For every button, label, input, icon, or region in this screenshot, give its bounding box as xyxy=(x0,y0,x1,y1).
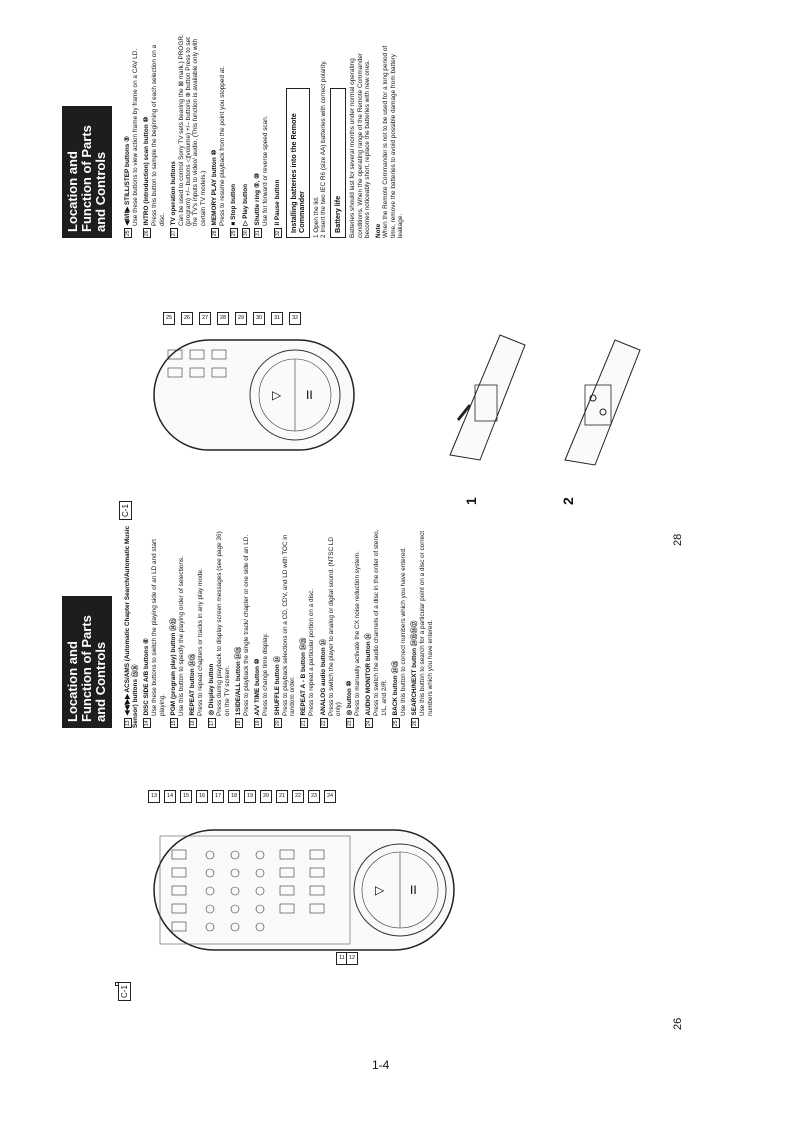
left-section-title: Location and Function of Parts and Controls xyxy=(62,596,112,728)
item-number: 30 xyxy=(243,230,250,236)
svg-text:II: II xyxy=(410,883,417,897)
callout-number: 32 xyxy=(289,312,301,325)
right-badge: C-1 xyxy=(119,501,132,520)
item-description: Press to switch the audio channels of a disc in the order of stereo, 1/L, and 2/R. xyxy=(373,529,388,716)
callout-number: 18 xyxy=(228,790,240,803)
svg-text:▷: ▷ xyxy=(375,883,385,897)
item-heading: ◎ Display button xyxy=(208,663,216,716)
item-heading: A/V TIME button ⑩ xyxy=(254,658,262,716)
callout-number: 26 xyxy=(181,312,193,325)
batteries-title: Installing batteries into the Remote Commander xyxy=(286,88,310,238)
item-heading: REPEAT A - B button ⑭⑮ xyxy=(300,637,308,716)
callout-number: 19 xyxy=(244,790,256,803)
item-number: 18 xyxy=(236,720,243,726)
step-label-2: 2 xyxy=(560,497,576,505)
left-badge: C-1 xyxy=(118,982,131,1001)
item-heading: II Pause button xyxy=(273,179,281,226)
item-number: 25 xyxy=(393,720,400,726)
note-text: When the Remote Commander is not to be used for a long period of time, remove the batteries to avoid possible damage from battery leakage. xyxy=(382,45,405,238)
item-heading: AUDIO MONITOR button ⑭ xyxy=(365,633,373,716)
item-number: 13 xyxy=(125,720,131,726)
callout-number: 20 xyxy=(260,790,272,803)
item-number: 16 xyxy=(190,720,197,726)
parts-list-item xyxy=(392,523,407,728)
parts-list-item xyxy=(170,523,185,728)
item-description: Press to playback selections on a CD, CDV, and LD with TOC in random order. xyxy=(281,534,296,716)
item-number: 22 xyxy=(320,720,327,726)
right-page-number: 28 xyxy=(672,533,684,546)
item-number: 17 xyxy=(209,720,216,726)
parts-list-item xyxy=(235,523,250,728)
parts-list-item xyxy=(346,523,361,728)
item-number: 19 xyxy=(255,720,262,726)
right-page-text xyxy=(62,33,404,238)
callout-number: 17 xyxy=(212,790,224,803)
note-title: Note xyxy=(375,223,383,238)
parts-list-item xyxy=(143,523,166,728)
step-2-text: 2 Insert the two IEC R6 (size AA) batteries with correct polarity. xyxy=(319,60,327,238)
callout-number: 25 xyxy=(163,312,175,325)
svg-text:▷: ▷ xyxy=(272,388,282,402)
item-number: 31 xyxy=(255,230,262,236)
item-description: Can be used to control Sony TV sets bearing the ⊠ mark.) PROGR. (program) +/– buttons ◁(volume) +/– buttons ⊕ button Press to set the TV's inputs to video/ audio. (This function is available only with certain TV models.) xyxy=(177,34,207,226)
parts-list-item xyxy=(242,33,250,238)
parts-list-item xyxy=(230,33,238,238)
parts-list-item xyxy=(124,33,139,238)
item-heading: BACK button ⑭⑮ xyxy=(392,660,400,716)
left-remote-illustration xyxy=(150,810,470,960)
item-number: 24 xyxy=(366,720,373,726)
item-number: 26 xyxy=(412,720,419,726)
battery-step-1-illustration xyxy=(440,325,530,465)
item-heading: SHUFFLE button ⑭ xyxy=(273,656,281,716)
callout-number: 14 xyxy=(164,790,176,803)
callout-number: 31 xyxy=(271,312,283,325)
parts-list-item xyxy=(300,523,315,728)
item-heading: 1SIDE/ALL button ⑭⑮ xyxy=(235,646,243,716)
callout-number: 28 xyxy=(217,312,229,325)
callout-number: 16 xyxy=(196,790,208,803)
left-page-number: 26 xyxy=(672,1017,684,1030)
item-number: 32 xyxy=(274,230,281,236)
item-description: Use for forward or reverse speed scan. xyxy=(262,115,270,226)
callout-number: 13 xyxy=(148,790,160,803)
parts-list-item xyxy=(211,33,226,238)
item-description: Press to playback the single track/ chapter or one side of an LD. xyxy=(243,534,251,716)
item-number: 21 xyxy=(301,720,308,726)
item-description: Press to repeat a particular portion on a disc. xyxy=(308,588,316,716)
battery-life-title: Battery life xyxy=(330,88,346,238)
item-heading: ■ Stop button xyxy=(230,183,238,226)
battery-step-2-illustration xyxy=(555,330,645,470)
callout-number: 23 xyxy=(308,790,320,803)
item-description: Press to change time display. xyxy=(262,633,270,716)
callout-number: 30 xyxy=(253,312,265,325)
item-heading: SEARCH/NEXT button ⑭⑮⑯⑰ xyxy=(411,620,419,716)
item-description: Use these buttons to switch the playing side of an LD and start playing. xyxy=(151,539,166,716)
item-heading: Shuttle ring ⑤, ⑩ xyxy=(254,173,262,226)
callout-number: 29 xyxy=(235,312,247,325)
parts-list-item xyxy=(274,523,297,728)
item-number: 26 xyxy=(144,230,151,236)
item-heading: ◀◀/▶▶ ACS/AMS (Automatic Chapter Search/Automatic Music Sensor) buttons ⑮⑯ xyxy=(124,525,139,728)
item-description: Use this button to correct numbers which you have entered. xyxy=(400,547,408,716)
callout-number: 21 xyxy=(276,790,288,803)
item-heading: REPEAT button ⑭⑮ xyxy=(189,653,197,716)
item-description: Press to resume playback from the point you stopped at. xyxy=(219,66,227,226)
item-number: 23 xyxy=(347,720,354,726)
item-heading: TV operation buttons xyxy=(169,161,177,226)
item-number: 14 xyxy=(144,720,151,726)
parts-list-item xyxy=(189,523,204,728)
callout-number: 27 xyxy=(199,312,211,325)
parts-list-item xyxy=(124,523,139,728)
item-heading: INTRO (introduction) scan button ⑩ xyxy=(143,116,151,226)
item-heading: PGM (program play) button ⑭⑮ xyxy=(169,618,177,716)
item-heading: DISC SIDE A/B buttons ⑥ xyxy=(143,638,151,716)
item-number: 28 xyxy=(212,230,219,236)
item-number: 25 xyxy=(125,230,131,236)
parts-list-item xyxy=(208,523,231,728)
parts-list-item xyxy=(365,523,388,728)
svg-text:II: II xyxy=(306,388,313,402)
item-heading: MEMORY PLAY button ⑩ xyxy=(211,149,219,226)
parts-list-item xyxy=(143,33,166,238)
item-heading: ▷ Play button xyxy=(242,183,250,226)
item-heading: ◀II/II▶ STILL/STEP buttons ⑤ xyxy=(124,136,131,226)
parts-list-item xyxy=(254,523,269,728)
item-number: 29 xyxy=(231,230,238,236)
item-number: 15 xyxy=(170,720,177,726)
callout-number: 22 xyxy=(292,790,304,803)
item-number: 20 xyxy=(274,720,281,726)
item-description: Press this button to sample the beginning of each selection on a disc. xyxy=(151,44,166,226)
parts-list-item xyxy=(170,33,207,238)
callout-number: 15 xyxy=(180,790,192,803)
parts-list-item xyxy=(411,523,434,728)
parts-list-item xyxy=(274,33,282,238)
callout-number: 11 xyxy=(336,952,348,965)
left-page-text xyxy=(62,523,438,728)
item-description: Press to switch the player to analog or digital sound. (NTSC LD only) xyxy=(327,536,342,716)
item-heading: ANALOG audio button ⑭ xyxy=(319,639,327,716)
callout-number: 12 xyxy=(346,952,358,965)
parts-list-item xyxy=(320,523,343,728)
item-number: 27 xyxy=(170,230,177,236)
item-description: Use this button to search for a particular point on a disc or correct numbers which you have entered. xyxy=(419,530,434,716)
item-description: Press during playback to display screen messages (see page 36) on the TV screen. xyxy=(216,531,231,716)
item-description: Use this button to specify the playing order of selections. xyxy=(177,556,185,716)
battery-life-text: Batteries should last for several months under normal operating conditions. When the operating range of the Remote Commander becomes noticeably short, replace the batteries with new ones. xyxy=(349,52,371,238)
item-description: Press to repeat chapters or tracks in any play mode. xyxy=(197,568,205,716)
step-label-1: 1 xyxy=(463,497,479,505)
footer-label: 1-4 xyxy=(372,1058,390,1072)
item-description: Press to manually activate the CX noise reduction system. xyxy=(354,551,362,716)
right-section-title: Location and Function of Parts and Controls xyxy=(62,106,112,238)
step-1-text: 1 Open the lid. xyxy=(312,196,320,238)
item-description: Use these buttons to view action frame by frame on a CAV LD. xyxy=(132,48,139,226)
callout-number: 24 xyxy=(324,790,336,803)
parts-list-item xyxy=(254,33,269,238)
item-heading: ◎ button ⑩ xyxy=(346,680,354,716)
